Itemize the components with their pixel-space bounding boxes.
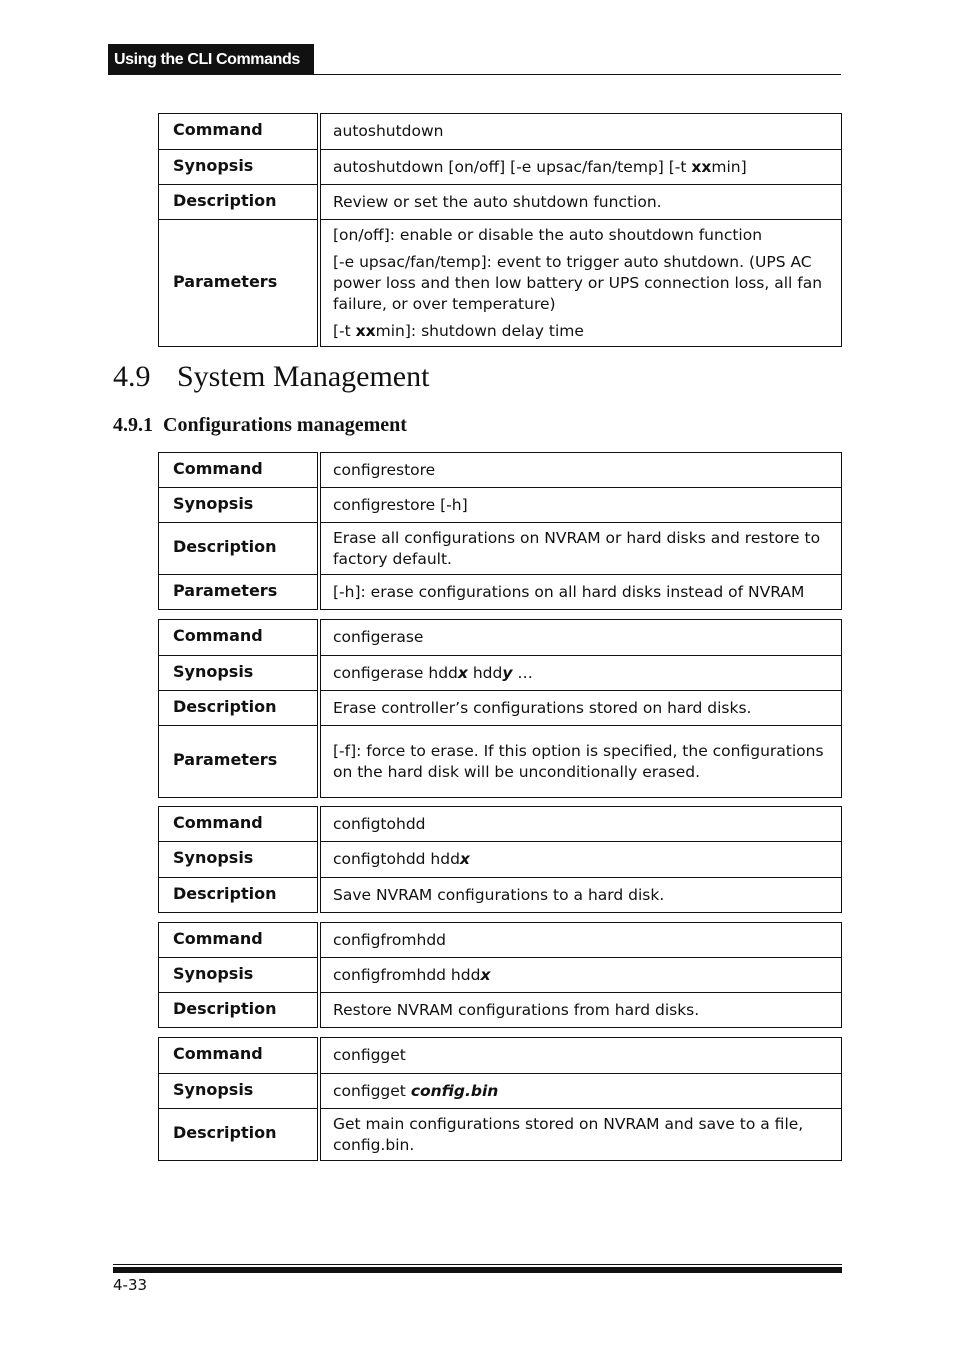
row-label-description: Description: [159, 1109, 320, 1161]
parameters-value: [-h]: erase configurations on all hard disks instead of NVRAM: [319, 575, 842, 610]
table-row: [159, 1109, 842, 1161]
description-value: Erase controller’s configurations stored on hard disks.: [319, 691, 842, 726]
row-label-description: Description: [159, 523, 320, 575]
description-value: Save NVRAM configurations to a hard disk.: [319, 878, 842, 913]
table-row: [159, 656, 842, 691]
table-row: [159, 220, 842, 347]
row-label-command: Command: [159, 620, 320, 656]
row-label-synopsis: Synopsis: [159, 488, 320, 523]
synopsis-value: configrestore [-h]: [319, 488, 842, 523]
subsection-heading: 4.9.1 Configurations management: [113, 414, 407, 436]
row-label-synopsis: Synopsis: [159, 842, 320, 878]
footer-rule: [113, 1264, 842, 1265]
row-label-synopsis: Synopsis: [159, 958, 320, 993]
table-row: [159, 150, 842, 185]
description-value: Erase all configurations on NVRAM or hard disks and restore to factory default.: [319, 523, 842, 575]
table-row: [159, 1038, 842, 1074]
row-label-parameters: Parameters: [159, 575, 320, 610]
parameters-value: [-f]: force to erase. If this option is specified, the configurations on the hard disk will be unconditionally erased.: [319, 726, 842, 798]
row-label-command: Command: [159, 1038, 320, 1074]
table-row: [159, 691, 842, 726]
row-label-description: Description: [159, 691, 320, 726]
row-label-synopsis: Synopsis: [159, 150, 320, 185]
table-row: [159, 807, 842, 842]
command-table-configtohdd: [158, 806, 842, 913]
row-label-description: Description: [159, 878, 320, 913]
command-table-configfromhdd: [158, 922, 842, 1028]
command-value: configtohdd: [319, 807, 842, 842]
table-row: [159, 923, 842, 958]
table-row: [159, 958, 842, 993]
section-heading: 4.9 System Management: [113, 360, 430, 393]
chapter-header-tab: Using the CLI Commands: [108, 44, 314, 75]
command-table-configget: [158, 1037, 842, 1161]
row-label-command: Command: [159, 453, 320, 488]
row-label-command: Command: [159, 114, 320, 150]
parameter-item: [on/off]: enable or disable the auto shoutdown function: [333, 225, 763, 244]
description-value: Review or set the auto shutdown function.: [319, 185, 842, 220]
description-value: Restore NVRAM configurations from hard disks.: [319, 993, 842, 1028]
description-value: Get main configurations stored on NVRAM and save to a file, config.bin.: [319, 1109, 842, 1161]
row-label-synopsis: Synopsis: [159, 656, 320, 691]
command-value: configget: [319, 1038, 842, 1074]
command-value: configrestore: [319, 453, 842, 488]
table-row: [159, 114, 842, 150]
table-row: [159, 842, 842, 878]
synopsis-value: autoshutdown [on/off] [-e upsac/fan/temp] [-t xxmin]: [319, 150, 842, 185]
synopsis-value: configerase hddx hddy …: [319, 656, 842, 691]
table-row: [159, 523, 842, 575]
row-label-description: Description: [159, 993, 320, 1028]
command-table-autoshutdown: [158, 113, 842, 347]
table-row: [159, 488, 842, 523]
synopsis-value: configget config.bin: [319, 1074, 842, 1109]
row-label-command: Command: [159, 923, 320, 958]
table-row: [159, 453, 842, 488]
table-row: [159, 575, 842, 610]
footer-bar: [113, 1267, 842, 1273]
synopsis-value: configtohdd hddx: [319, 842, 842, 878]
row-label-parameters: Parameters: [159, 220, 320, 347]
parameter-item: [-e upsac/fan/temp]: event to trigger auto shutdown. (UPS AC power loss and then low battery or UPS connection loss, all fan failure, or over temperature): [333, 252, 823, 313]
command-value: configerase: [319, 620, 842, 656]
table-row: [159, 726, 842, 798]
table-row: [159, 1074, 842, 1109]
command-value: configfromhdd: [319, 923, 842, 958]
row-label-command: Command: [159, 807, 320, 842]
command-value: autoshutdown: [319, 114, 842, 150]
command-table-configrestore: [158, 452, 842, 610]
table-row: [159, 620, 842, 656]
command-table-configerase: [158, 619, 842, 798]
row-label-parameters: Parameters: [159, 726, 320, 798]
synopsis-value: configfromhdd hddx: [319, 958, 842, 993]
table-row: [159, 878, 842, 913]
row-label-synopsis: Synopsis: [159, 1074, 320, 1109]
parameters-value: [319, 220, 842, 347]
table-row: [159, 185, 842, 220]
row-label-description: Description: [159, 185, 320, 220]
page-number: 4-33: [113, 1276, 148, 1294]
table-row: [159, 993, 842, 1028]
header-rule: [108, 74, 841, 75]
parameter-item: [-t xxmin]: shutdown delay time: [333, 321, 584, 340]
